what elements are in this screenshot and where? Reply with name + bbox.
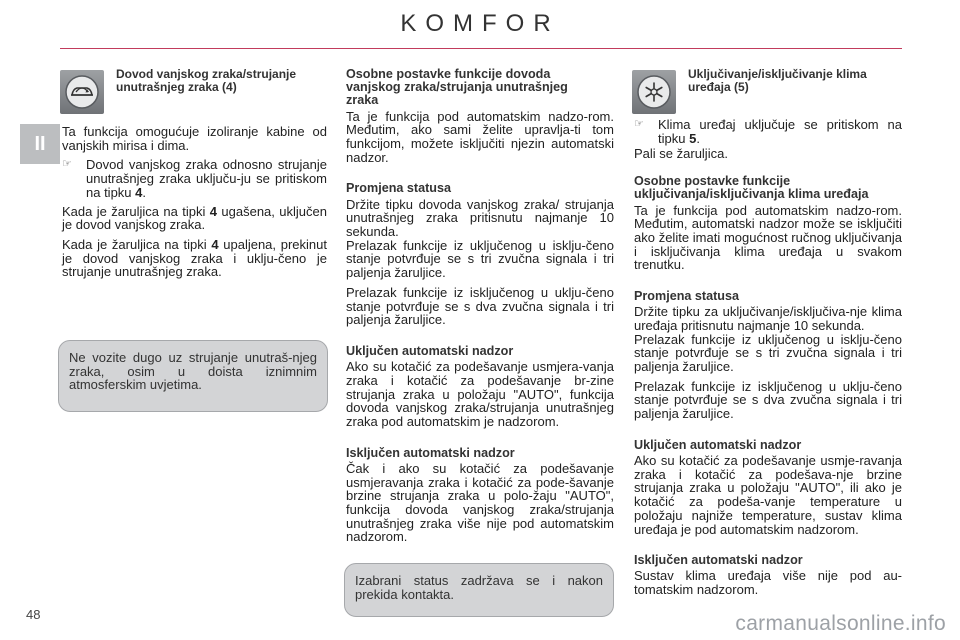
key-number: 5 xyxy=(689,130,697,146)
instruction-bullet xyxy=(62,158,327,199)
section-heading-settings: Osobne postavke funkcije dovoda vanjskog zraka/strujanja unutrašnjeg zraka xyxy=(346,67,568,108)
status-text: Držite tipku dovoda vanjskog zraka/ strujanja unutrašnjeg zraka pritisnutu najmanje 10 sekunda. xyxy=(346,196,614,240)
key-number: 4 xyxy=(135,184,143,200)
bullet-end: . xyxy=(696,130,700,146)
settings-text: Ta je funkcija pod automatskim nadzo-rom. Međutim, ako sami želite upravlja-ti tom funkcijom, možete isključiti njezin automatski nadzor. xyxy=(346,108,614,165)
pointing-hand-icon: ☞ xyxy=(62,158,72,171)
lamp-on-end: upaljena, prekinut je dovod vanjskog zraka i uklju-čeno je strujanje unutrašnjeg zraka. xyxy=(62,236,327,280)
chapter-tab: II xyxy=(20,124,60,164)
instruction-bullet xyxy=(634,118,902,145)
lamp-on-text xyxy=(62,238,327,279)
subheading-auto-off: Isključen automatski nadzor xyxy=(346,445,515,460)
auto-on-text: Ako su kotačić za podešavanje usmjera-vanja zraka i kotačić za podešavanje br-zine strujanja zraka u položaju "AUTO", funkcija dovoda vanjskog zraka/strujanja unutrašnjeg zraka pod automatskim je nadzorom. xyxy=(346,359,614,429)
title-divider xyxy=(60,48,902,49)
status-on-text: Prelazak funkcije iz uključenog u isklju-čeno stanje potvrđuje se s tri zvučna signala i tri paljenja žaruljice. xyxy=(634,331,902,375)
auto-off-text: Čak i ako su kotačić za podešavanje usmjeravanja zraka i kotačić za pode-šavanje brzine strujanja zraka u polo-žaju "AUTO", funkcija dovoda vanjskog zraka/strujanja unutrašnjeg zraka više nije pod automatskim nadzorom. xyxy=(346,460,614,545)
auto-on-text: Ako su kotačić za podešavanje usmje-ravanja zraka i kotačić za podešava-nje brzine strujanja zraka u položaju "AUTO", ili ako je kotačić za podeša-vanje temperature u položaju najniže temperature, sustav klima uređaja je pod automatskim nadzorom. xyxy=(634,453,902,537)
lamp-on-start: Kada je žaruljica na tipki xyxy=(62,236,212,252)
page-title: KOMFOR xyxy=(400,10,560,37)
section-heading-recirculation: Dovod vanjskog zraka/strujanje unutrašnjeg zraka (4) xyxy=(116,67,297,94)
page-number: 48 xyxy=(26,607,41,622)
bullet-end: . xyxy=(142,184,147,200)
column-3 xyxy=(634,118,902,603)
status-off-text: Prelazak funkcije iz isključenog u uklju-čeno stanje potvrđuje se s dva zvučna signala i tri paljenja žaruljice. xyxy=(634,378,902,422)
watermark: carmanualsonline.info xyxy=(735,612,946,635)
subheading-auto-on: Uključen automatski nadzor xyxy=(634,437,802,452)
auto-off-text: Sustav klima uređaja više nije pod au-tomatskim nadzorom. xyxy=(634,568,902,598)
subheading-status: Promjena statusa xyxy=(346,181,451,196)
lamp-text: Pali se žaruljica. xyxy=(634,146,728,162)
column-1 xyxy=(62,125,327,285)
lamp-off-end: ugašena, uključen je dovod vanjskog zraka. xyxy=(62,203,327,233)
bullet-text: Dovod vanjskog zraka odnosno strujanje unutrašnjeg zraka uključu-ju se pritiskom na tipku xyxy=(86,157,327,200)
lamp-off-text xyxy=(62,205,327,232)
air-recirculation-icon xyxy=(60,70,104,114)
status-off-text: Prelazak funkcije iz isključenog u uklju-čeno stanje potvrđuje se s dva zvučna signala i tri paljenja žaruljice. xyxy=(346,284,614,328)
section-heading-ac: Uključivanje/isključivanje klima uređaja (5) xyxy=(688,67,867,94)
pointing-hand-icon: ☞ xyxy=(634,118,644,130)
ac-settings-text: Ta je funkcija pod automatskim nadzo-rom. Međutim, automatski nadzor može se isključiti ako želite imati mogućnost ručnog uključivanja i isključivanja klima uređaja u svakom trenutku. xyxy=(634,202,902,273)
subheading-status: Promjena statusa xyxy=(634,289,739,304)
key-number: 4 xyxy=(209,203,217,219)
warning-note-text: Ne vozite dugo uz strujanje unutraš-njeg zraka, osim u doista iznimnim atmosferskim uvjetima. xyxy=(69,350,317,393)
key-number: 4 xyxy=(211,236,219,252)
intro-text: Ta funkcija omogućuje izoliranje kabine od vanjskih mirisa i dima. xyxy=(62,124,327,153)
status-text: Držite tipku za uključivanje/isključiva-nje klima uređaja pritisnutu najmanje 10 sekunda. xyxy=(634,304,902,333)
subheading-ac-settings: Osobne postavke funkcije uključivanja/isključivanja klima uređaja xyxy=(634,174,869,202)
bullet-text: Klima uređaj uključuje se pritiskom na tipku xyxy=(658,117,902,146)
info-note-text: Izabrani status zadržava se i nakon prekida kontakta. xyxy=(355,573,603,602)
status-on-text: Prelazak funkcije iz uključenog u isklju-čeno stanje potvrđuje se s tri zvučna signala i tri paljenja žaruljice. xyxy=(346,237,614,281)
snowflake-ac-icon xyxy=(632,70,676,114)
lamp-off-start: Kada je žaruljica na tipki xyxy=(62,203,210,219)
subheading-auto-on: Uključen automatski nadzor xyxy=(346,343,514,358)
column-2 xyxy=(346,68,614,550)
subheading-auto-off: Isključen automatski nadzor xyxy=(634,553,803,568)
info-note xyxy=(344,563,614,617)
warning-note xyxy=(58,340,328,412)
